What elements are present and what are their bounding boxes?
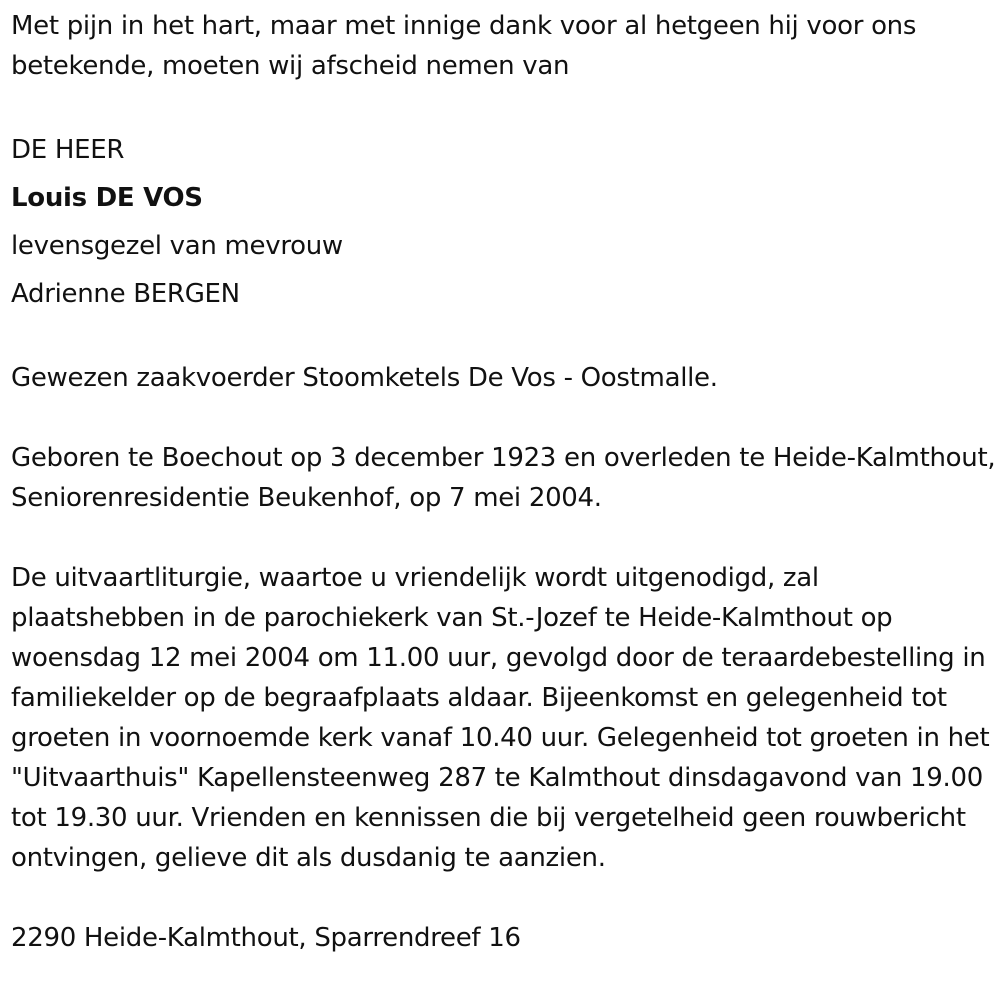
occupation-text: Gewezen zaakvoerder Stoomketels De Vos - Oostmalle. [11,363,718,393]
spacer [11,86,996,126]
birth-death-text: Geboren te Boechout op 3 december 1923 en overleden te Heide-Kalmthout, Seniorenresidentie Beukenhof, op 7 mei 2004. [11,443,996,513]
partner-line: levensgezel van mevrouw [11,231,343,261]
spacer [11,518,996,558]
honorific: DE HEER [11,135,125,165]
spacer [11,878,996,918]
deceased-name: Louis DE VOS [11,183,203,213]
spacer [11,398,996,438]
spacer [11,318,996,358]
address-text: 2290 Heide-Kalmthout, Sparrendreef 16 [11,923,521,953]
funeral-text: De uitvaartliturgie, waartoe u vriendelijk wordt uitgenodigd, zal plaatshebben in de parochiekerk van St.-Jozef te Heide-Kalmthout op woensdag 12 mei 2004 om 11.00 uur, gevolgd door de teraardebestelling in familiekelder op de begraafplaats aldaar. Bijeenkomst en gelegenheid tot groeten in voornoemde kerk vanaf 10.40 uur. Gelegenheid tot groeten in het "Uitvaarthuis" Kapellensteenweg 287 te Kalmthout dinsdagavond van 19.00 tot 19.30 uur. Vrienden en kennissen die bij vergetelheid geen rouwbericht ontvingen, gelieve dit als dusdanig te aanzien. [11,563,990,873]
death-notice [11,6,996,958]
intro-text: Met pijn in het hart, maar met innige dank voor al hetgeen hij voor ons betekende, moeten wij afscheid nemen van [11,11,917,81]
partner-name: Adrienne BERGEN [11,279,240,309]
